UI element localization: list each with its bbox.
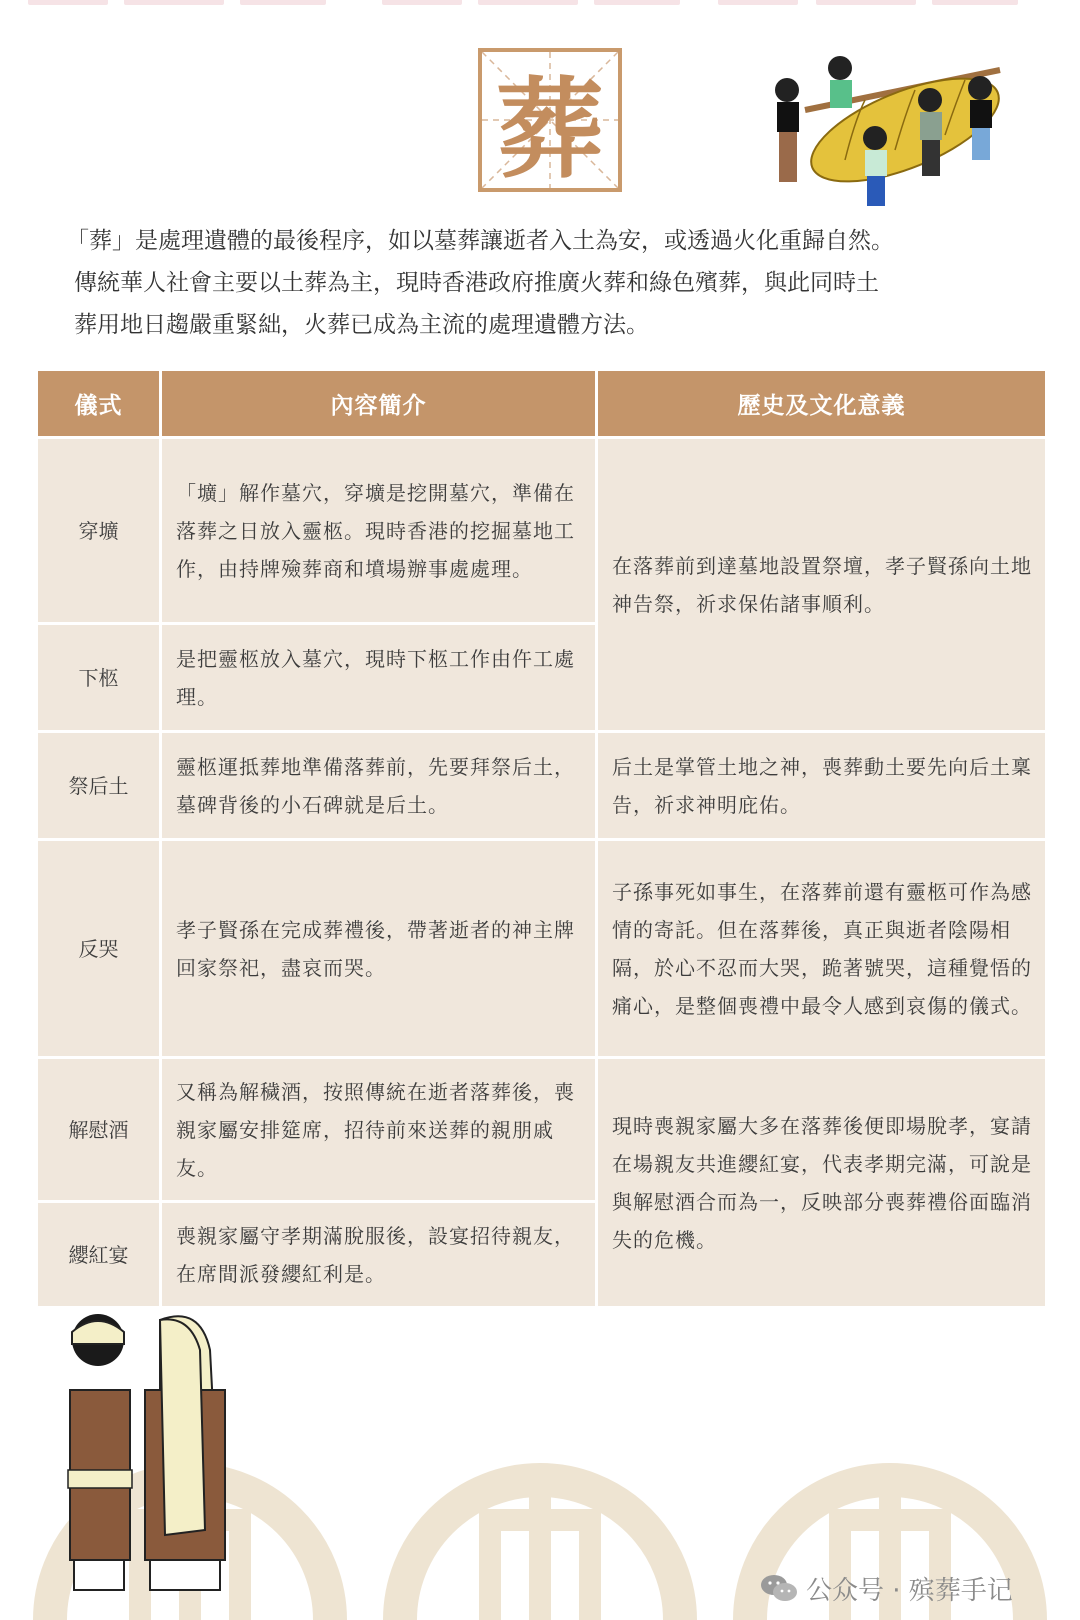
rite-description: 是把靈柩放入墓穴，現時下柩工作由仵工處理。 — [161, 624, 597, 732]
rite-name: 穿壙 — [37, 438, 161, 624]
top-decorative-strip — [0, 0, 1080, 6]
rite-description: 「壙」解作墓穴，穿壙是挖開墓穴，準備在落葬之日放入靈柩。現時香港的挖掘墓地工作，由持牌殮葬商和墳場辦事處處理。 — [161, 438, 597, 624]
rite-significance: 子孫事死如事生，在落葬前還有靈柩可作為感情的寄託。但在落葬後，真正與逝者陰陽相隔，於心不忍而大哭，跪著號哭，這種覺悟的痛心，是整個喪禮中最令人感到哀傷的儀式。 — [597, 840, 1047, 1058]
title-character: 葬 — [495, 66, 604, 193]
rite-name: 纓紅宴 — [37, 1202, 161, 1308]
rite-significance: 后土是掌管土地之神，喪葬動土要先向后土稟告，祈求神明庇佑。 — [597, 732, 1047, 840]
mourners-illustration — [50, 1310, 240, 1600]
rite-description: 孝子賢孫在完成葬禮後，帶著逝者的神主牌回家祭祀，盡哀而哭。 — [161, 840, 597, 1058]
rite-description: 又稱為解穢酒，按照傳統在逝者落葬後，喪親家屬安排筵席，招待前來送葬的親朋戚友。 — [161, 1058, 597, 1202]
watermark-text: 公众号 · 殡葬手记 — [806, 1575, 1013, 1606]
rite-significance: 現時喪親家屬大多在落葬後便即場脫孝，宴請在場親友共進纓紅宴，代表孝期完滿，可說是與解慰酒合而為一，反映部分喪葬禮俗面臨消失的危機。 — [597, 1058, 1047, 1308]
column-header-significance: 歷史及文化意義 — [597, 370, 1047, 438]
rite-description: 喪親家屬守孝期滿脫服後，設宴招待親友，在席間派發纓紅利是。 — [161, 1202, 597, 1308]
rite-name: 解慰酒 — [37, 1058, 161, 1202]
intro-paragraph — [66, 220, 1016, 346]
table-row — [37, 840, 1047, 1058]
wechat-icon — [760, 1573, 798, 1603]
column-header-description: 內容簡介 — [161, 370, 597, 438]
rite-name: 反哭 — [37, 840, 161, 1058]
decorative-shou-motif — [380, 1440, 700, 1620]
table-header-row — [37, 370, 1047, 438]
burial-rites-table — [35, 368, 1048, 1309]
column-header-rite: 儀式 — [37, 370, 161, 438]
intro-line: 葬用地日趨嚴重緊絀，火葬已成為主流的處理遺體方法。 — [74, 312, 649, 338]
table-row — [37, 438, 1047, 624]
intro-line: 「葬」是處理遺體的最後程序，如以墓葬讓逝者入土為安，或透過火化重歸自然。 — [66, 228, 894, 254]
table-row — [37, 1058, 1047, 1202]
rite-name: 下柩 — [37, 624, 161, 732]
title-character-box — [478, 48, 622, 192]
rite-significance: 在落葬前到達墓地設置祭壇，孝子賢孫向土地神告祭，祈求保佑諸事順利。 — [597, 438, 1047, 732]
rite-description: 靈柩運抵葬地準備落葬前，先要拜祭后土，墓碑背後的小石碑就是后土。 — [161, 732, 597, 840]
table-row — [37, 732, 1047, 840]
pallbearers-illustration — [775, 50, 1035, 210]
rite-name: 祭后土 — [37, 732, 161, 840]
intro-line: 傳統華人社會主要以土葬為主，現時香港政府推廣火葬和綠色殯葬，與此同時土 — [74, 270, 879, 296]
watermark — [760, 1568, 1013, 1608]
